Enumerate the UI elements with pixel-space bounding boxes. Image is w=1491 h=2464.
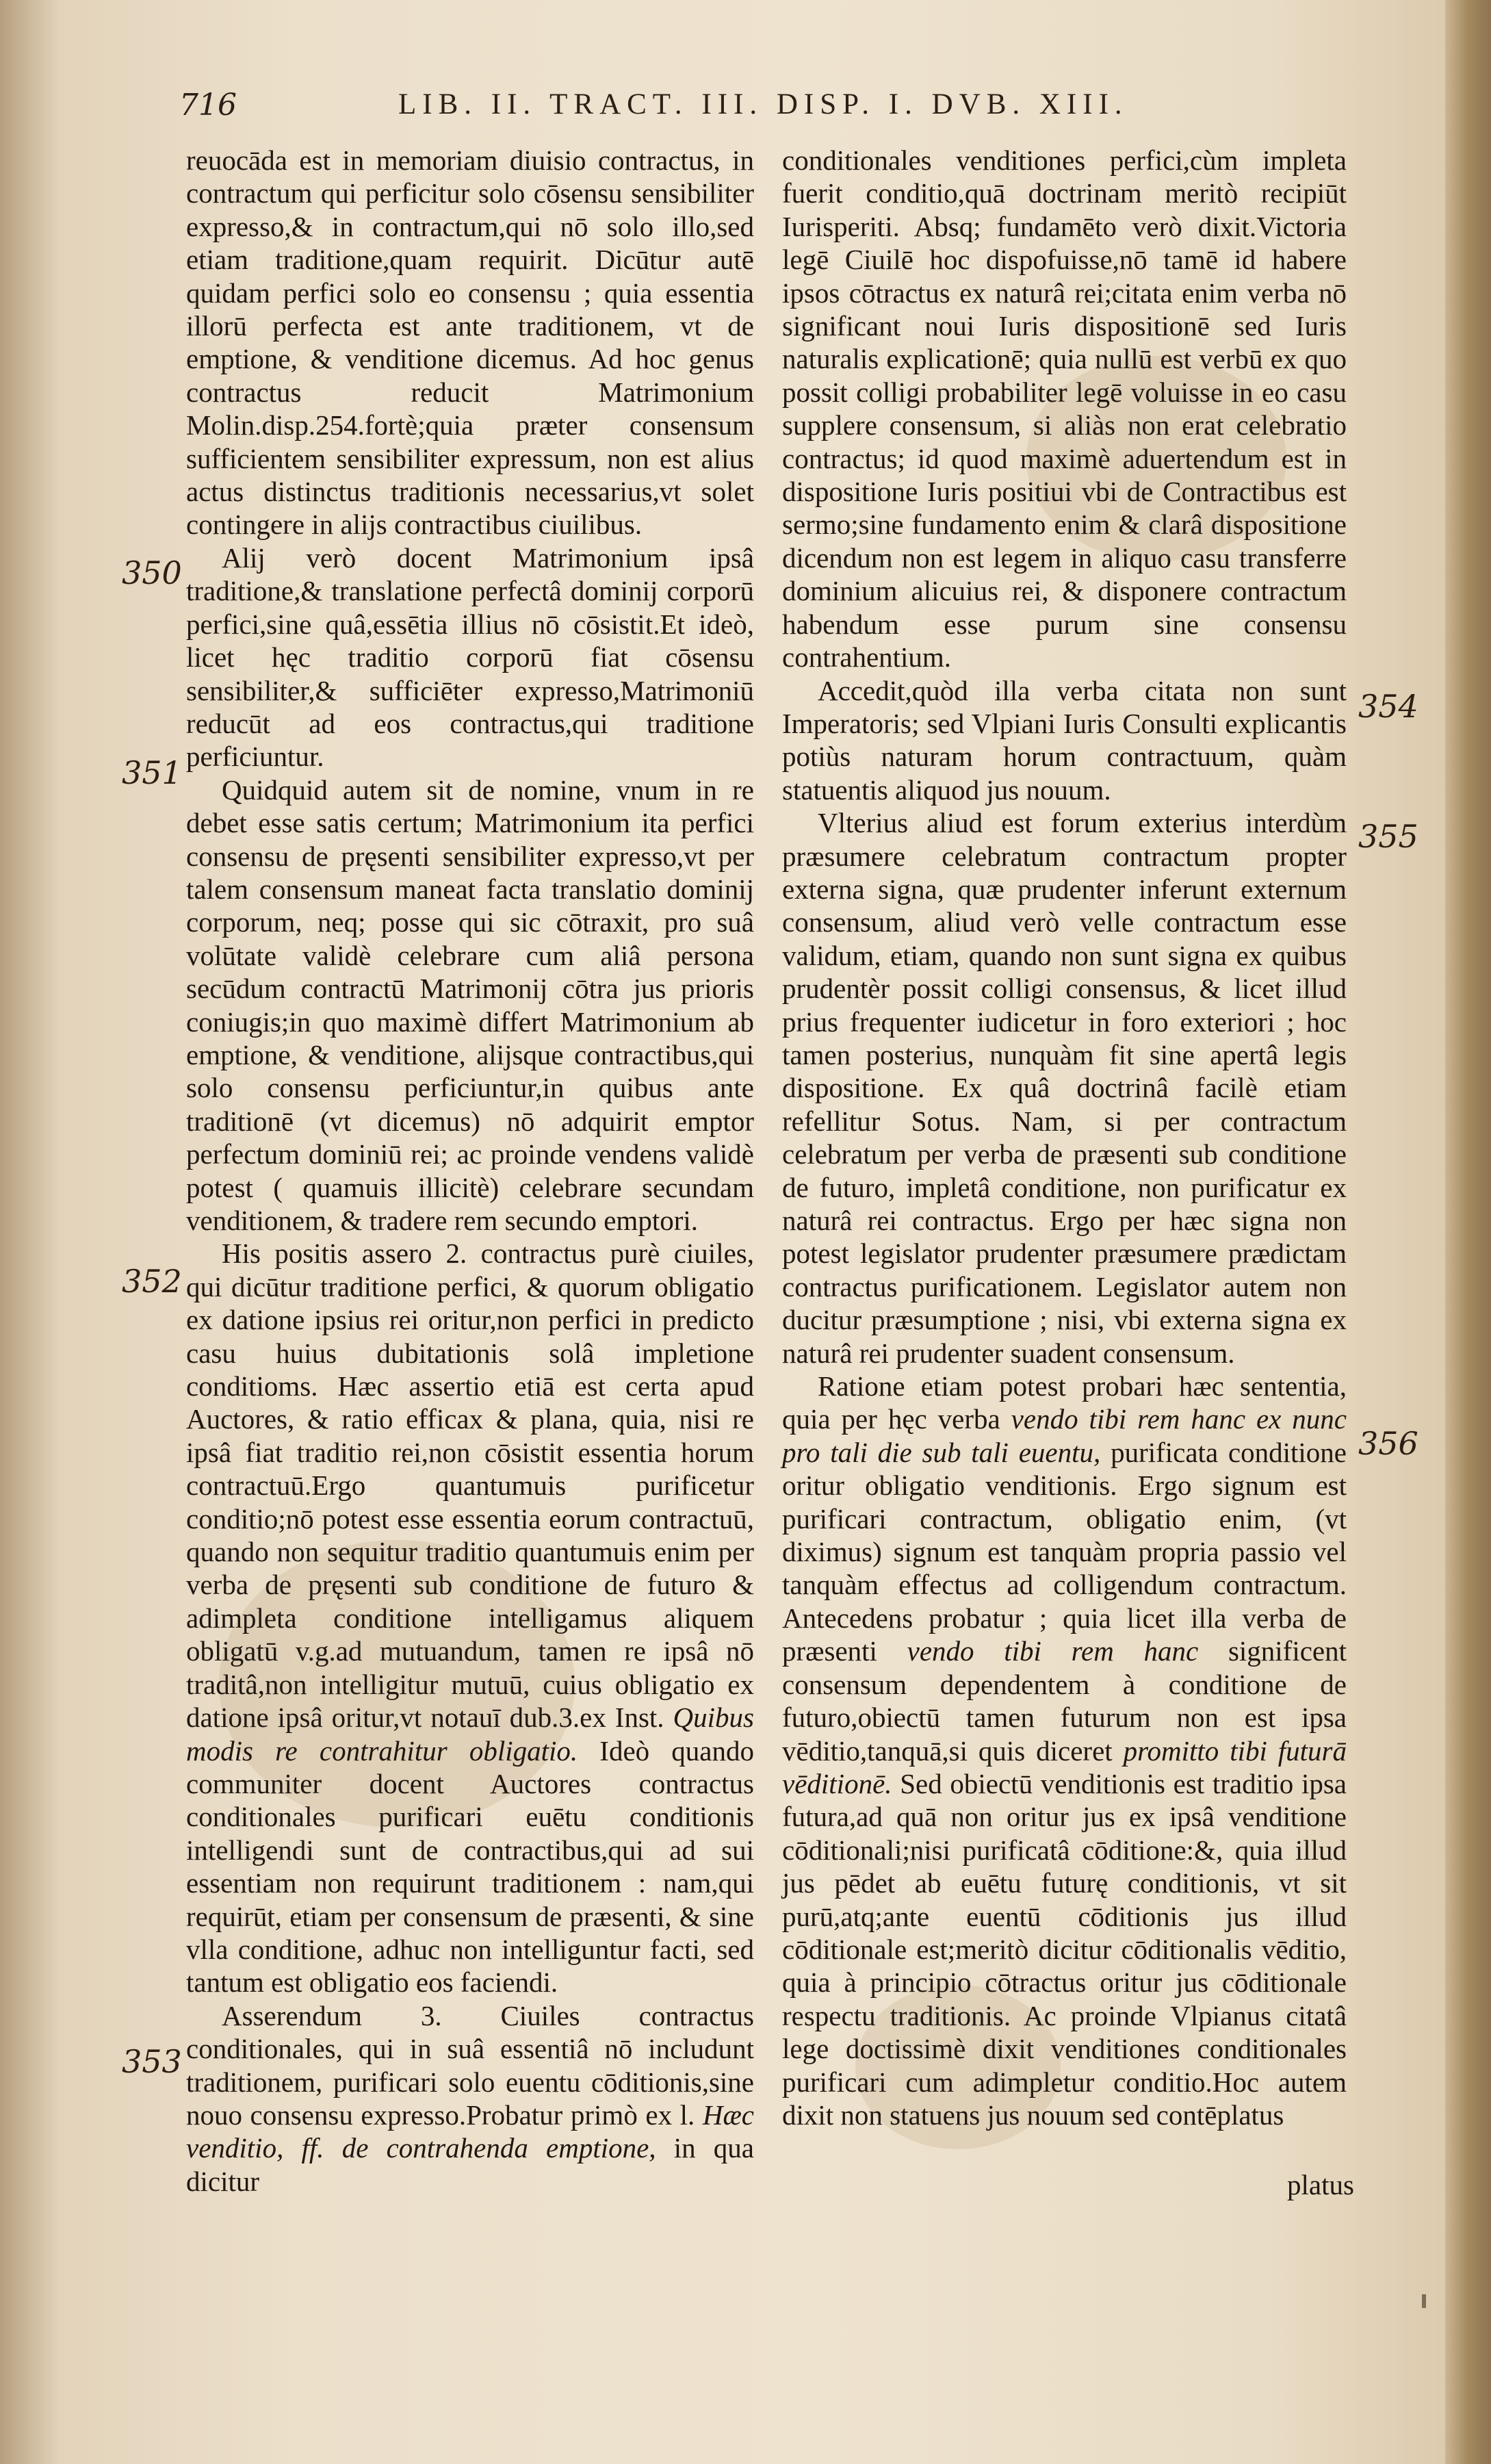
paragraph: reuocāda est in memoriam diuisio contractus, in contractum qui perficitur solo cōsensu sensibiliter expresso,& in contractum,qui nō solo illo,sed etiam traditione,quam requirit. Dicūtur autē quidam perfici solo eo consensu ; quia essentia illorū perfecta est ante traditionem, vt de emptione, & venditione dicemus. Ad hoc genus contractus reducit Matrimonium Molin.disp.254.fortè;quia præter consensum sufficientem sensibiliter expressum, non est alius actus distinctus traditionis necessarius,vt solet contingere in alijs contractibus ciuilibus.	[186, 144, 754, 541]
right-column	[782, 144, 1347, 2131]
catchword: platus	[1287, 2169, 1354, 2200]
paragraph-351: Quidquid autem sit de nomine, vnum in re debet esse satis certum; Matrimonium ita perfici consensu de pręsenti sensibiliter expresso,vt per talem consensum maneat facta translatio dominij corporum, neq; posse qui sic cōtraxit, pro suâ volūtate validè celebrare cum aliâ persona secūdum contractū Matrimonij cōtra jus prioris coniugis;in quo maximè differt Matrimonium ab emptione, & venditione, alijsque contractibus,qui solo consensu perficiuntur,in quibus ante traditionē (vt dicemus) nō adquirit emptor perfectum dominiū rei; ac proinde vendens validè potest ( quamuis illicitè) celebrare secundam venditionem, & tradere rem secundo emptori.	[186, 773, 754, 1236]
margin-number-354: 354	[1358, 688, 1418, 725]
paragraph-text: in qua dicitur	[186, 2132, 755, 2197]
quotation-italic: vendo tibi rem hanc	[907, 1635, 1199, 1667]
paragraph-356	[782, 1370, 1347, 2131]
paragraph-355: Vlterius aliud est forum exterius interdùm præsumere celebratum contractum propter externa signa, quæ prudenter inferunt externum consensum, aliud verò velle contractum esse validum, etiam, quando non sunt signa ex quibus prudentèr possit colligi consensus, & licet illud prius frequenter iudicetur in foro exteriori ; hoc tamen posterius, nunquàm fit sine apertâ legis dispositione. Ex quâ doctrinâ facilè etiam refellitur Sotus. Nam, si per contractum celebratum per verba de præsenti sub conditione de futuro, impletâ conditione, non purificatur ex naturâ rei contractus. Ergo per hæc signa non potest legislator prudenter præsumere prædictam contractus purificationem. Legislator autem non ducitur præsumptione ; nisi, vbi externa signa ex naturâ rei prudenter suadent consensum.	[782, 807, 1347, 1369]
margin-number-355: 355	[1358, 818, 1418, 855]
running-title: LIB. II. TRACT. III. DISP. I. DVB. XIII.	[398, 88, 1128, 120]
paragraph-text: Ideò quando communiter docent Auctores contractus conditionales purificari euētu conditionis intelligendi sunt de contractibus,qui ad sui essentiam non requirunt traditionem : nam,qui requirūt, etiam per consensum de præsenti, & sine vlla conditione, adhuc non intelliguntur facti, sed tantum est obligatio eos faciendi.	[186, 1734, 754, 1999]
ink-mark	[1422, 2294, 1426, 2308]
margin-number-353: 353	[122, 2043, 182, 2080]
margin-number-356: 356	[1358, 1425, 1418, 1462]
paragraph-text: Ratione etiam potest probari hæc sententia, quia per hęc verba	[782, 1370, 1347, 1435]
margin-number-352: 352	[122, 1263, 182, 1300]
paragraph-352	[186, 1237, 754, 1999]
page-gutter	[1445, 0, 1491, 2464]
paragraph-text: purificata conditione oritur obligatio venditionis. Ergo signum est purificari contractum, obligatio enim, (vt diximus) signum est tanquàm propria passio vel tanquàm effectus ad colligendum contractum. Antecedens probatur ; quia licet illa verba de præsenti	[782, 1436, 1347, 1667]
margin-number-351: 351	[122, 754, 182, 791]
paragraph-text: Asserendum 3. Ciuiles contractus conditionales, qui in suâ essentiâ nō includunt traditionem, purificari solo euentu cōditionis,sine nouo consensu expresso.Probatur primò ex l.	[186, 1999, 754, 2131]
paragraph-354: Accedit,quòd illa verba citata non sunt Imperatoris; sed Vlpiani Iuris Consulti explicantis potiùs naturam horum contractuum, quàm statuentis aliquod jus nouum.	[782, 674, 1347, 806]
quotation-italic: vendo tibi rem hanc ex nunc pro tali die sub tali euentu,	[782, 1403, 1347, 1468]
paragraph-text: significent consensum dependentem à conditione de futuro,obiectū tamen futurum non est ipsa vēditio,tanquā,si quis diceret	[782, 1635, 1347, 1767]
paragraph-350: Alij verò docent Matrimonium ipsâ traditione,& translatione perfectâ dominij corporū perfici,sine quâ,essētia illius nō cōsistit.Et ideò, licet hęc traditio corporū fiat cōsensu sensibiliter,& sufficiēter expresso,Matrimoniū reducūt ad eos contractus,qui traditione perficiuntur.	[186, 541, 754, 773]
paragraph-text: His positis assero 2. contractus purè ciuiles, qui dicūtur traditione perfici, & quorum obligatio ex datione ipsius rei oritur,non perfici in predicto casu huius dubitationis solâ impletione conditioms. Hæc assertio etiā est certa apud Auctores, & ratio efficax & plana, quia, nisi re ipsâ fiat traditio rei,non cōsistit essentia horum contractuū.Ergo quantumuis purificetur conditio;nō potest esse essentia eorum contractuū, quando non sequitur traditio quantumuis enim per verba de pręsenti sub conditione de futuro & adimpleta conditione intelligamus aliquem obligatū v.g.ad mutuandum, tamen re ipsâ nō traditâ,non intelligitur mutuū, cuius obligatio ex datione ipsâ oritur,vt notauī dub.3.ex Inst.	[186, 1237, 754, 1734]
page-number: 716	[179, 88, 237, 123]
left-column	[186, 144, 754, 2198]
citation-italic: Hæc venditio, ff. de contrahenda emptione,	[186, 2099, 754, 2164]
citation-italic: Quibus modis re contrahitur obligatio.	[186, 1702, 754, 1767]
quotation-italic: promitto tibi futurā vēditionē.	[782, 1734, 1347, 1799]
paragraph: conditionales venditiones perfici,cùm impleta fuerit conditio,quā doctrinam meritò recipiūt Iurisperiti. Absq; fundamēto verò dixit.Victoria legē Ciuilē hoc dispofuisse,nō tamē id habere ipsos cōtractus ex naturâ rei;citata enim verba nō significant noui Iuris dispositionē sed Iuris naturalis explicationē; quia nullū est verbū ex quo possit colligi probabiliter legē voluisse in eo casu supplere consensum, si aliàs non erat celebratio contractus; id quod maximè aduertendum est in dispositione Iuris positiui vbi de Contractibus est sermo;sine fundamento enim & clarâ dispositione dicendum non est legem in aliquo casu transferre dominium alicuius rei, & disponere contractum habendum esse purum sine consensu contrahentium.	[782, 144, 1347, 673]
paragraph-text: Sed obiectū venditionis est traditio ipsa futura,ad quā non oritur jus ex ipsâ venditione cōditionali;nisi purificatâ cōditione:&, quia illud jus pēdet ab euētu futurę conditionis, vt sit purū,atq;ante euentū cōditionis jus illud cōditionale est;meritò dicitur cōditionalis vēditio, quia à principio cōtractus oritur jus cōditionale respectu traditionis. Ac proinde Vlpianus citatâ lege doctissimè dixit venditiones conditionales purificari cum adimpletur conditio.Hoc autem dixit non statuens jus nouum sed contēplatus	[782, 1767, 1347, 2131]
margin-number-350: 350	[122, 554, 182, 591]
paragraph-353	[186, 1999, 754, 2198]
